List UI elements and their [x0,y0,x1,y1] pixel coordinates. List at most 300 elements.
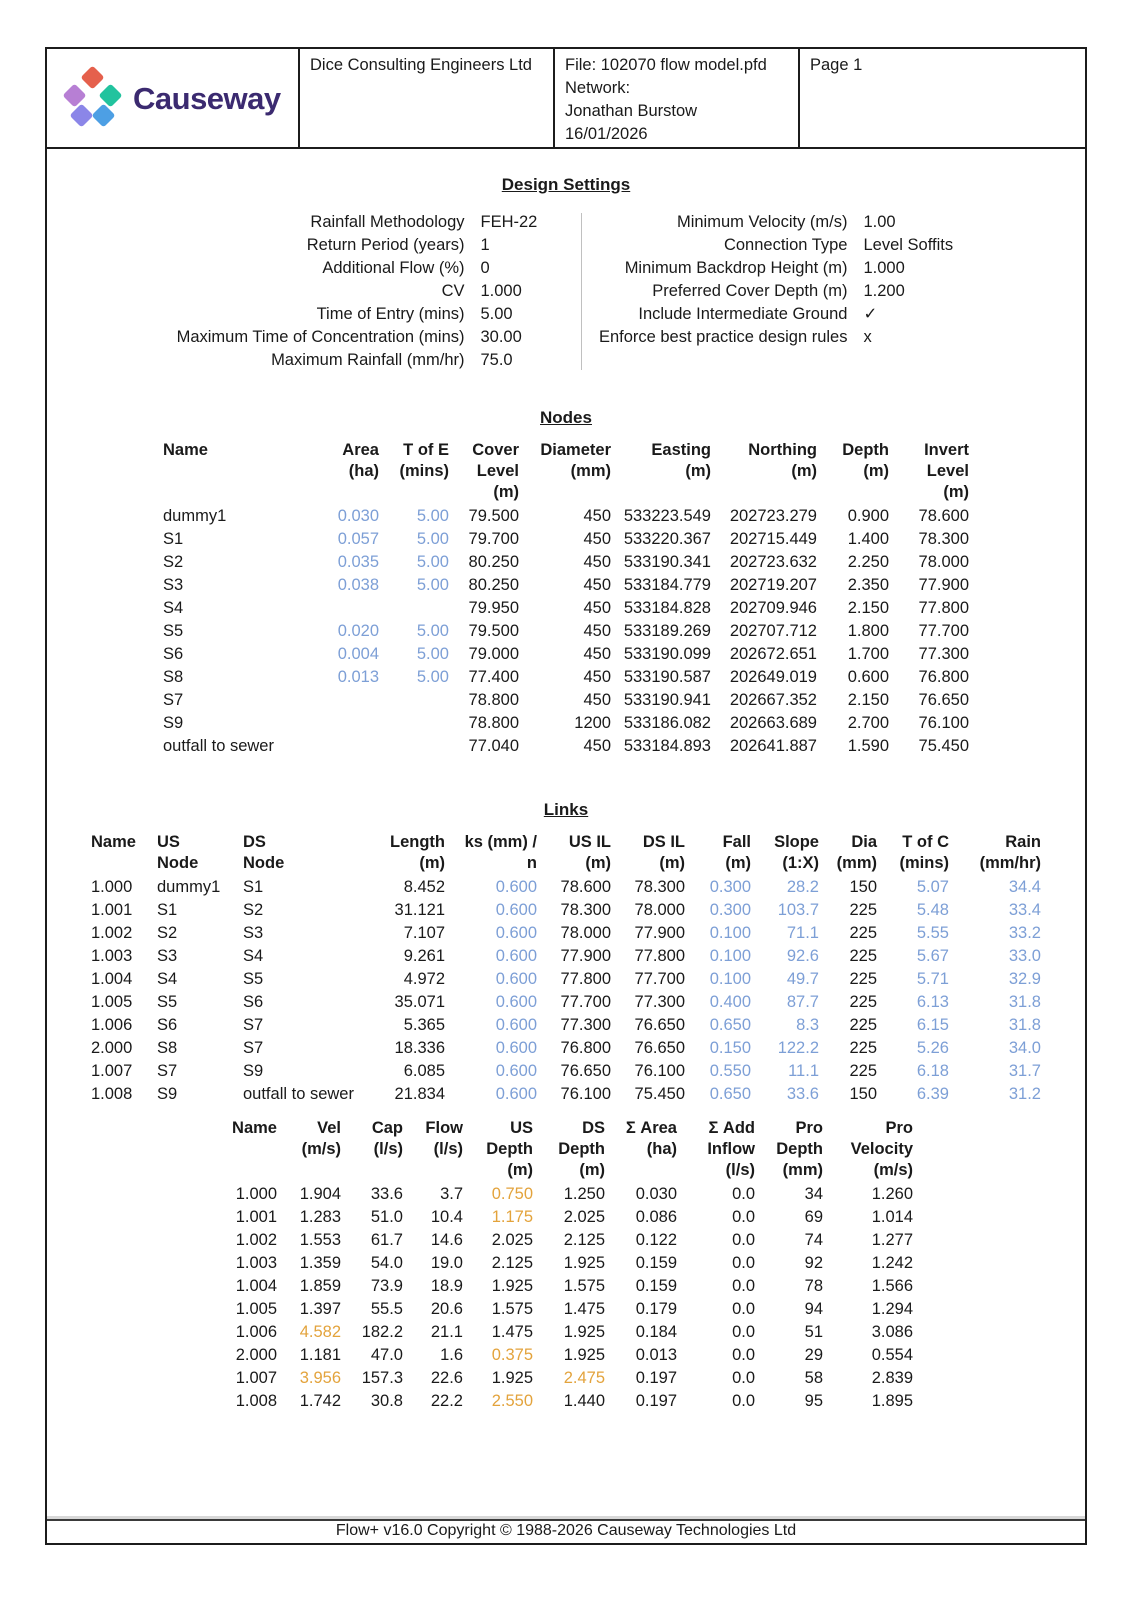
table-cell: 533184.779 [623,576,711,594]
table-cell: 78.300 [560,901,611,919]
column-header: Area (ha) [342,441,379,480]
table-cell: 150 [849,878,877,896]
table-row [160,735,972,758]
table-row [88,899,1044,922]
table-cell: dummy1 [157,878,221,896]
table-cell: S4 [243,947,264,965]
table-cell: 450 [583,507,611,525]
setting-value: 1.000 [480,282,522,300]
report-date: 16/01/2026 [565,125,648,143]
table-cell: 450 [583,553,611,571]
table-cell: 0.300 [709,901,751,919]
table-cell: 1.003 [91,947,133,965]
table-cell [310,597,382,620]
table-cell: 1.925 [491,1277,533,1295]
table-cell: 71.1 [786,924,819,942]
table-cell: S7 [163,691,184,709]
table-cell: 1200 [574,714,611,732]
table-cell: 202715.449 [729,530,817,548]
column-header: Σ Area (ha) [625,1119,677,1158]
setting-label: CV [441,282,465,300]
table-row [88,968,1044,991]
table-cell: 1.014 [871,1208,913,1226]
table-cell: 0.0 [732,1208,755,1226]
table-cell: 1.566 [871,1277,913,1295]
column-header: T of E (mins) [399,441,449,480]
table-cell: 0.650 [709,1016,751,1034]
table-cell: S6 [243,993,264,1011]
table-cell: S2 [157,924,178,942]
column-header: Σ Add Inflow (l/s) [707,1119,755,1179]
table-cell: 1.859 [299,1277,341,1295]
table-cell: 0.0 [732,1277,755,1295]
column-header: US Node [157,833,199,872]
table-cell: 202709.946 [729,599,817,617]
table-cell: 202707.712 [729,622,817,640]
table-row [88,1083,1044,1106]
setting-row [151,349,581,372]
setting-label: Minimum Backdrop Height (m) [624,259,848,277]
table-cell [310,712,382,735]
column-header: Northing (m) [748,441,817,480]
table-cell: 1.475 [491,1323,533,1341]
company-cell [300,49,555,147]
table-cell: 51.0 [370,1208,403,1226]
setting-label: Enforce best practice design rules [598,328,848,346]
table-cell: 5.00 [416,553,449,571]
setting-row [586,257,982,280]
table-cell: 1.004 [91,970,133,988]
table-cell: 76.650 [634,1039,685,1057]
table-cell: 0.013 [337,668,379,686]
table-cell: 1.005 [235,1300,277,1318]
column-header: US Depth (m) [486,1119,533,1179]
column-header: US IL (m) [568,833,611,872]
table-row [88,876,1044,899]
column-header: Length (m) [390,833,445,872]
column-header: Slope (1:X) [774,833,819,872]
table-cell: 54.0 [370,1254,403,1272]
table-cell: 77.900 [918,576,969,594]
setting-label: Minimum Velocity (m/s) [676,213,848,231]
setting-value: FEH-22 [480,213,538,231]
table-cell: 0.159 [635,1254,677,1272]
setting-value: 30.00 [480,328,522,346]
table-cell: 450 [583,599,611,617]
column-header: T of C (mins) [899,833,949,872]
table-cell: S1 [157,901,178,919]
table-cell: 225 [849,993,877,1011]
column-header: DS Depth (m) [558,1119,605,1179]
table-cell: 5.365 [403,1016,445,1034]
table-cell: 2.150 [847,691,889,709]
table-cell: 5.71 [916,970,949,988]
column-header: Diameter (mm) [540,441,611,480]
table-cell: 202672.651 [729,645,817,663]
table-row [160,551,972,574]
table-cell: 0.600 [495,901,537,919]
table-cell: S3 [163,576,184,594]
table-cell: 77.800 [918,599,969,617]
table-cell: 533223.549 [623,507,711,525]
column-header: Pro Depth (mm) [776,1119,823,1179]
table-cell: 1.008 [91,1085,133,1103]
table-cell: 77.300 [560,1016,611,1034]
setting-value: x [863,328,872,346]
table-row [160,597,972,620]
table-row [216,1367,916,1390]
table-cell: 80.250 [468,553,519,571]
table-cell: 22.2 [430,1392,463,1410]
table-cell: 225 [849,901,877,919]
table-cell: 1.000 [235,1185,277,1203]
nodes-table [160,440,972,758]
table-cell: 150 [849,1085,877,1103]
table-cell: 2.000 [91,1039,133,1057]
column-header: ks (mm) / n [464,833,537,872]
table-cell: 0.100 [709,924,751,942]
table-row [216,1298,916,1321]
table-cell: 0.086 [635,1208,677,1226]
table-cell: 6.39 [916,1085,949,1103]
setting-label: Rainfall Methodology [310,213,465,231]
table-cell: 3.956 [299,1369,341,1387]
table-cell: 1.590 [847,737,889,755]
table-cell [310,689,382,712]
settings-divider [581,213,582,370]
table-cell: 1.008 [235,1392,277,1410]
table-cell: 79.500 [468,622,519,640]
table-cell: 103.7 [777,901,819,919]
table-row [160,666,972,689]
table-row [216,1275,916,1298]
table-cell: 47.0 [370,1346,403,1364]
table-cell: 87.7 [786,993,819,1011]
file-info-cell [555,49,800,147]
table-cell: 20.6 [430,1300,463,1318]
table-cell: 76.100 [634,1062,685,1080]
table-cell: 0.030 [337,507,379,525]
column-header: Name [163,441,208,459]
table-cell: 31.8 [1008,1016,1041,1034]
table-cell: dummy1 [163,507,227,525]
table-cell: 202663.689 [729,714,817,732]
table-cell: 5.00 [416,530,449,548]
table-cell [382,735,452,758]
table-row [216,1229,916,1252]
design-settings-right-column [586,211,982,372]
table-cell: 225 [849,970,877,988]
table-cell: 1.001 [235,1208,277,1226]
table-cell: 76.650 [634,1016,685,1034]
table-row [216,1390,916,1413]
table-cell: 0.600 [847,668,889,686]
document-header [47,49,1085,149]
column-header: Cover Level (m) [472,441,519,501]
setting-value: ✓ [863,305,878,323]
table-cell: S9 [157,1085,178,1103]
table-cell: 2.000 [235,1346,277,1364]
table-cell: S6 [163,645,184,663]
table-row [216,1252,916,1275]
table-cell: 77.900 [560,947,611,965]
table-cell: S9 [243,1062,264,1080]
table-cell: 533220.367 [623,530,711,548]
table-cell: 0.550 [709,1062,751,1080]
network-label: Network: [565,79,631,97]
table-cell: 1.742 [299,1392,341,1410]
table-cell: 22.6 [430,1369,463,1387]
table-cell: 28.2 [786,878,819,896]
table-cell: 2.475 [563,1369,605,1387]
table-cell: S3 [157,947,178,965]
table-cell: 0.600 [495,993,537,1011]
table-cell: 1.007 [91,1062,133,1080]
table-cell: 35.071 [394,993,445,1011]
page-frame [45,47,1087,1545]
table-row [216,1344,916,1367]
page-number-cell [800,49,1085,147]
table-cell: 1.400 [847,530,889,548]
file-name: File: 102070 flow model.pfd [565,56,767,74]
table-cell: 75.450 [634,1085,685,1103]
table-row [216,1321,916,1344]
table-cell: 0.197 [635,1392,677,1410]
table-cell: S7 [157,1062,178,1080]
table-cell: 1.006 [235,1323,277,1341]
table-cell: 1.904 [299,1185,341,1203]
table-cell: 30.8 [370,1392,403,1410]
table-cell: 95 [804,1392,823,1410]
table-row [88,1014,1044,1037]
column-header: DS Node [243,833,285,872]
table-cell: S5 [243,970,264,988]
table-cell: 0.0 [732,1369,755,1387]
table-cell: 32.9 [1008,970,1041,988]
table-cell: 51 [804,1323,823,1341]
table-cell: 14.6 [430,1231,463,1249]
table-cell: 1.002 [235,1231,277,1249]
table-row [160,643,972,666]
table-cell: 0.100 [709,947,751,965]
table-cell: 75.450 [918,737,969,755]
table-cell [382,689,452,712]
report-body [47,149,1085,1413]
table-cell: 0.100 [709,970,751,988]
table-cell: 1.925 [563,1254,605,1272]
table-cell: 6.13 [916,993,949,1011]
table-cell: 78.600 [918,507,969,525]
table-cell: 5.55 [916,924,949,942]
table-cell: 1.397 [299,1300,341,1318]
table-cell: 31.8 [1008,993,1041,1011]
setting-value: Level Soffits [863,236,954,254]
table-row [88,991,1044,1014]
table-cell: 78.000 [634,901,685,919]
table-cell: 78.800 [468,691,519,709]
table-cell: 49.7 [786,970,819,988]
table-cell: 94 [804,1300,823,1318]
setting-row [151,257,581,280]
table-cell: 225 [849,947,877,965]
table-cell [310,735,382,758]
table-cell: 69 [804,1208,823,1226]
column-header: Flow (l/s) [425,1119,463,1158]
table-cell: 0.600 [495,1085,537,1103]
table-row [88,945,1044,968]
table-cell: 1.895 [871,1392,913,1410]
table-cell: 9.261 [403,947,445,965]
table-cell: 0.013 [635,1346,677,1364]
table-cell: 79.700 [468,530,519,548]
table-cell: 3.7 [440,1185,463,1203]
table-cell: 0.0 [732,1323,755,1341]
table-cell: 5.26 [916,1039,949,1057]
table-cell: 533184.893 [623,737,711,755]
table-cell: S4 [163,599,184,617]
table-cell: 77.300 [918,645,969,663]
table-cell: 58 [804,1369,823,1387]
table-cell: 78.800 [468,714,519,732]
table-cell: 6.18 [916,1062,949,1080]
table-cell: 34.4 [1008,878,1041,896]
causeway-cubes-icon [61,66,123,130]
table-cell: 21.834 [394,1085,445,1103]
table-cell: 0.554 [871,1346,913,1364]
table-cell: 1.6 [440,1346,463,1364]
table-cell: 1.575 [563,1277,605,1295]
table-cell: outfall to sewer [243,1085,354,1103]
table-cell: 76.800 [560,1039,611,1057]
table-cell: 1.294 [871,1300,913,1318]
table-cell: 33.6 [786,1085,819,1103]
table-cell: 34.0 [1008,1039,1041,1057]
table-cell: 78.000 [560,924,611,942]
column-header: Easting (m) [651,441,711,480]
table-cell: 1.440 [563,1392,605,1410]
table-cell: 225 [849,1039,877,1057]
table-cell: 33.0 [1008,947,1041,965]
table-cell: 77.700 [560,993,611,1011]
table-cell: 1.925 [563,1323,605,1341]
table-cell: 78.600 [560,878,611,896]
table-cell: 0.020 [337,622,379,640]
table-cell: 0.600 [495,924,537,942]
table-row [160,620,972,643]
table-cell: 2.350 [847,576,889,594]
table-cell: 19.0 [430,1254,463,1272]
table-cell: 1.475 [563,1300,605,1318]
table-cell: 0.038 [337,576,379,594]
table-cell: 10.4 [430,1208,463,1226]
table-cell: 29 [804,1346,823,1364]
table-cell: 122.2 [777,1039,819,1057]
table-cell: 21.1 [430,1323,463,1341]
table-cell: 80.250 [468,576,519,594]
table-cell: 533190.941 [623,691,711,709]
table-cell: 533189.269 [623,622,711,640]
table-cell: 79.950 [468,599,519,617]
table-cell: 76.100 [560,1085,611,1103]
table-cell: 33.6 [370,1185,403,1203]
setting-row [586,326,982,349]
table-cell: 450 [583,530,611,548]
setting-label: Return Period (years) [306,236,465,254]
table-cell: 0.900 [847,507,889,525]
table-row [88,922,1044,945]
table-cell: 1.007 [235,1369,277,1387]
links-table [88,832,1044,1106]
setting-row [151,280,581,303]
table-cell: 182.2 [361,1323,403,1341]
column-header: Vel (m/s) [301,1119,341,1158]
table-cell: 77.700 [634,970,685,988]
table-cell: 0.750 [491,1185,533,1203]
table-cell: 76.650 [560,1062,611,1080]
column-header: Invert Level (m) [924,441,969,501]
design-settings-title: Design Settings [501,175,631,194]
table-cell: S7 [243,1016,264,1034]
table-cell: 6.085 [403,1062,445,1080]
table-cell: 202719.207 [729,576,817,594]
table-cell: 76.800 [918,668,969,686]
table-cell: 450 [583,622,611,640]
column-header: Rain (mm/hr) [979,833,1041,872]
table-cell: 1.175 [491,1208,533,1226]
page-number: Page 1 [810,56,863,74]
table-cell: 1.260 [871,1185,913,1203]
table-cell: 77.040 [468,737,519,755]
table-cell: 1.575 [491,1300,533,1318]
footer-text: Flow+ v16.0 Copyright © 1988-2026 Causeway Technologies Ltd [335,1522,797,1539]
table-cell: 450 [583,691,611,709]
table-cell: 2.125 [491,1254,533,1272]
setting-label: Maximum Rainfall (mm/hr) [271,351,465,369]
setting-row [151,234,581,257]
setting-row [586,303,982,326]
table-cell: 0.159 [635,1277,677,1295]
table-cell: 0.375 [491,1346,533,1364]
table-cell: 2.700 [847,714,889,732]
setting-value: 75.0 [480,351,513,369]
table-row [160,712,972,735]
table-cell: 0.600 [495,1016,537,1034]
table-cell: 450 [583,737,611,755]
table-cell [382,712,452,735]
table-cell: 2.250 [847,553,889,571]
table-cell: 18.336 [394,1039,445,1057]
setting-row [151,326,581,349]
table-cell: 2.025 [563,1208,605,1226]
table-cell: 0.150 [709,1039,751,1057]
table-cell: 1.242 [871,1254,913,1272]
table-cell: 1.359 [299,1254,341,1272]
table-cell: 1.925 [491,1369,533,1387]
table-cell: 0.0 [732,1254,755,1272]
column-header: Name [91,833,136,851]
setting-value: 1.00 [863,213,896,231]
table-row [216,1183,916,1206]
setting-row [586,211,982,234]
table-cell: 0.0 [732,1231,755,1249]
table-cell: 78.300 [634,878,685,896]
logo-cell [47,49,300,147]
table-cell: 31.121 [394,901,445,919]
table-cell: 4.972 [403,970,445,988]
table-cell: 0.0 [732,1185,755,1203]
table-row [160,574,972,597]
column-header: Fall (m) [722,833,751,872]
